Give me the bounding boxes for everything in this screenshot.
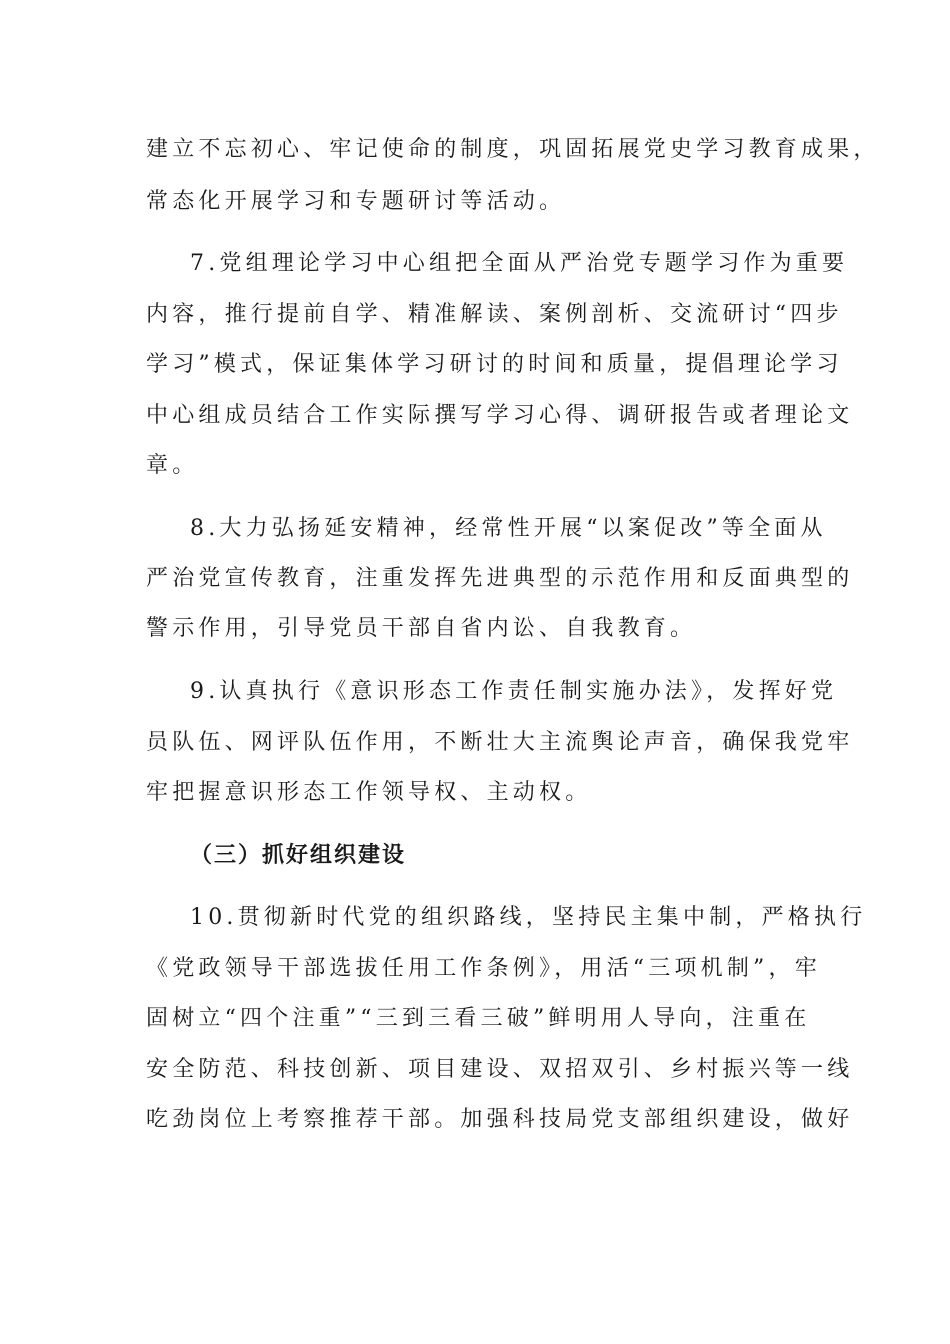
text-line: 常态化开展学习和专题研讨等活动。 — [146, 189, 566, 214]
text-line: 内容，推行提前自学、精准解读、案例剖析、交流研讨“四步 — [146, 302, 843, 327]
text-line: 吃劲岗位上考察推荐干部。加强科技局党支部组织建设，做好 — [146, 1107, 854, 1132]
text-line: 严治党宣传教育，注重发挥先进典型的示范作用和反面典型的 — [146, 566, 854, 591]
paragraph-start-item-10: 10.贯彻新时代党的组织路线，坚持民主集中制，严格执行 — [190, 905, 867, 930]
paragraph-start-item-8: 8.大力弘扬延安精神，经常性开展“以案促改”等全面从 — [190, 516, 827, 541]
text-line: 牢把握意识形态工作领导权、主动权。 — [146, 780, 592, 805]
text-line: 固树立“四个注重”“三到三看三破”鲜明用人导向，注重在 — [146, 1006, 811, 1031]
text-line: 《党政领导干部选拔任用工作条例》，用活“三项机制”，牢 — [146, 956, 821, 981]
text-line: 学习”模式，保证集体学习研讨的时间和质量，提倡理论学习 — [146, 352, 843, 377]
paragraph-start-item-7: 7.党组理论学习中心组把全面从严治党专题学习作为重要 — [190, 251, 849, 276]
text-line: 中心组成员结合工作实际撰写学习心得、调研报告或者理论文 — [146, 403, 854, 428]
text-line: 警示作用，引导党员干部自省内讼、自我教育。 — [146, 616, 697, 641]
text-line: 章。 — [146, 453, 199, 478]
text-line: 安全防范、科技创新、项目建设、双招双引、乡村振兴等一线 — [146, 1057, 854, 1082]
text-line: 员队伍、网评队伍作用，不断壮大主流舆论声音，确保我党牢 — [146, 730, 854, 755]
text-line: 建立不忘初心、牢记使命的制度，巩固拓展党史学习教育成果， — [146, 137, 880, 162]
paragraph-start-item-9: 9.认真执行《意识形态工作责任制实施办法》，发挥好党 — [190, 679, 838, 704]
section-heading: （三）抓好组织建设 — [190, 842, 407, 868]
